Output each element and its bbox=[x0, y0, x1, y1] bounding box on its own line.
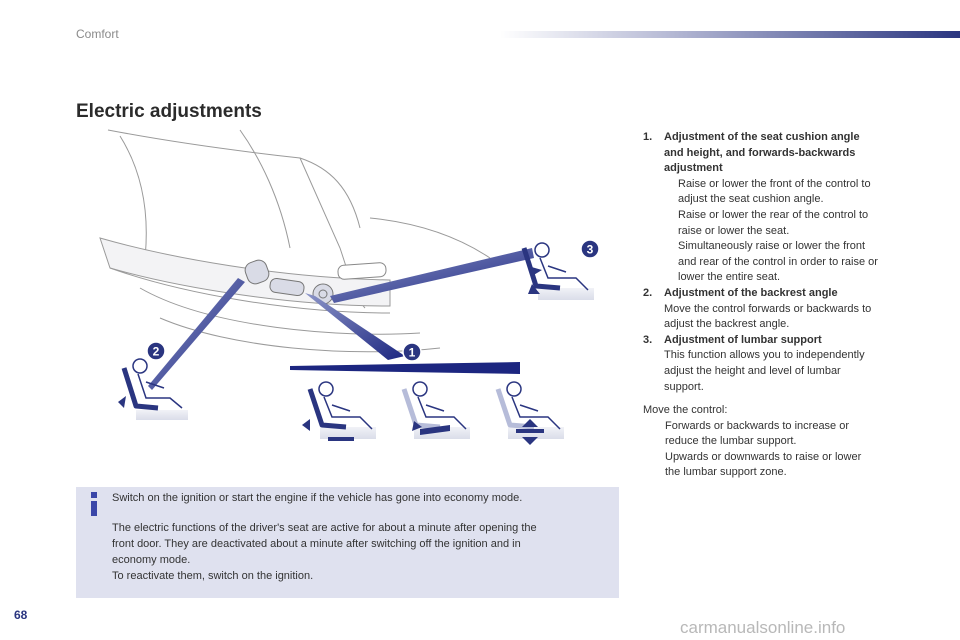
seat-figure-cushion-angle bbox=[404, 382, 470, 439]
bullet-item bbox=[664, 208, 918, 239]
item-text-line: adjust the height and level of lumbar bbox=[664, 364, 841, 377]
seat-figure-forwards-backwards bbox=[302, 382, 376, 441]
info-line: The electric functions of the driver's seat are active for about a minute after opening the bbox=[112, 522, 537, 534]
bullet-line: adjust the seat cushion angle. bbox=[678, 193, 824, 206]
bullet-line: reduce the lumbar support. bbox=[665, 435, 797, 448]
heading-line: adjustment bbox=[664, 162, 723, 175]
callout-label-3: 3 bbox=[586, 242, 594, 257]
item-number: 2. bbox=[643, 286, 653, 299]
instruction-item-2 bbox=[643, 286, 918, 333]
bullet-line: Raise or lower the front of the control to bbox=[678, 177, 871, 190]
item-text-line: support. bbox=[664, 380, 704, 393]
bullet-item bbox=[664, 177, 918, 208]
seat-outline bbox=[100, 130, 490, 352]
bullet-line: the lumbar support zone. bbox=[665, 466, 787, 479]
bullet-item bbox=[643, 450, 918, 481]
callout-badge-2 bbox=[147, 342, 165, 360]
info-line: To reactivate them, switch on the ignition. bbox=[112, 570, 314, 582]
heading-line: Adjustment of lumbar support bbox=[664, 333, 822, 346]
heading-line: Adjustment of the seat cushion angle bbox=[664, 131, 860, 143]
watermark: carmanualsonline.info bbox=[680, 618, 846, 637]
item-heading bbox=[664, 286, 918, 302]
info-paragraph-2 bbox=[112, 520, 602, 584]
callout-label-2: 2 bbox=[152, 344, 160, 359]
pointer-ray-1-base bbox=[290, 362, 520, 374]
seat-figure-height bbox=[498, 382, 564, 445]
seat-illustration bbox=[90, 128, 620, 448]
info-box bbox=[76, 487, 619, 598]
page-number: 68 bbox=[14, 608, 28, 622]
info-icon bbox=[89, 492, 99, 516]
heading-line: and height, and forwards-backwards bbox=[664, 146, 856, 159]
item-heading bbox=[664, 333, 918, 349]
header-section-title: Comfort bbox=[76, 27, 119, 41]
bullet-item bbox=[664, 239, 918, 286]
heading-line: Adjustment of the backrest angle bbox=[664, 286, 838, 299]
move-control-block bbox=[643, 403, 918, 481]
bullet-line: Upwards or downwards to raise or lower bbox=[665, 450, 862, 463]
info-text bbox=[112, 490, 602, 584]
callout-badge-1 bbox=[403, 343, 421, 361]
bullet-line: lower the entire seat. bbox=[678, 271, 781, 284]
instruction-item-1 bbox=[643, 130, 918, 286]
bullet-line: and rear of the control in order to raise or bbox=[678, 255, 878, 268]
bullet-item bbox=[643, 419, 918, 450]
item-text-line: This function allows you to independently bbox=[664, 349, 865, 362]
bullet-line: Raise or lower the rear of the control to bbox=[678, 208, 869, 221]
bullet-line: Simultaneously raise or lower the front bbox=[678, 240, 866, 253]
info-line: front door. They are deactivated about a minute after switching off the ignition and in bbox=[112, 538, 521, 550]
callout-badge-3 bbox=[581, 240, 599, 258]
move-control-intro: Move the control: bbox=[643, 404, 728, 417]
instructions-column bbox=[643, 130, 918, 481]
bullet-line: Forwards or backwards to increase or bbox=[665, 419, 850, 432]
header-gradient-bar bbox=[500, 31, 960, 38]
item-text-line: Move the control forwards or backwards to bbox=[664, 302, 872, 315]
callout-label-1: 1 bbox=[408, 345, 416, 360]
seat-figure-backrest bbox=[118, 359, 188, 420]
item-heading bbox=[664, 130, 918, 177]
item-text-line: adjust the backrest angle. bbox=[664, 318, 790, 331]
instruction-item-3 bbox=[643, 333, 918, 395]
info-line: economy mode. bbox=[112, 554, 191, 566]
info-paragraph-1: Switch on the ignition or start the engine if the vehicle has gone into economy mode. bbox=[112, 492, 523, 504]
pointer-ray-2 bbox=[148, 278, 245, 390]
item-number: 3. bbox=[643, 333, 653, 346]
bullet-line: raise or lower the seat. bbox=[678, 224, 790, 237]
section-title: Electric adjustments bbox=[76, 101, 262, 122]
item-number: 1. bbox=[643, 131, 653, 143]
